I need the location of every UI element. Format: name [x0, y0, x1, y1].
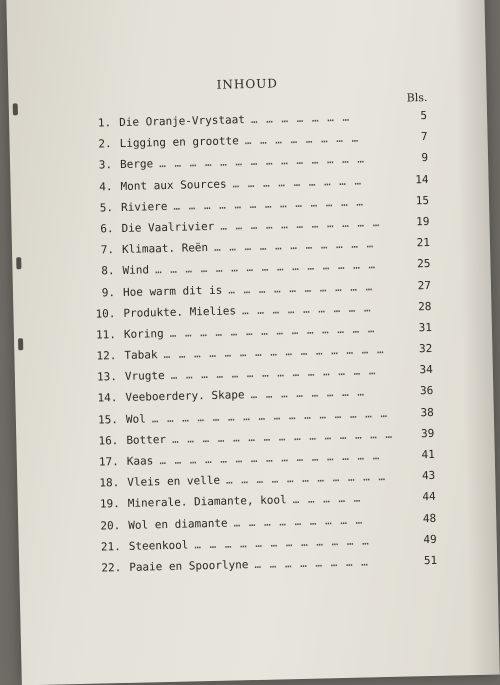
- entry-page-number: 28: [417, 299, 432, 313]
- entry-number: 8.: [101, 264, 115, 278]
- binding-mark: [13, 103, 18, 115]
- dot-leader: … … … … … … … … … … …: [225, 470, 387, 487]
- dot-leader: … … … … … … … … …: [232, 174, 363, 190]
- entry-number: 17.: [98, 455, 119, 469]
- entry-page-number: 41: [421, 447, 435, 462]
- entry-page-number: 48: [422, 511, 437, 525]
- entry-page-number: 39: [420, 426, 435, 441]
- dot-leader: … … … … … … … … … … … …: [194, 534, 370, 552]
- entry-page-number: 9: [421, 151, 429, 165]
- entry-number: 2.: [98, 137, 112, 151]
- entry-title: Mont aux Sources: [120, 177, 227, 193]
- dot-leader: … … … … … … … … … … … … … … …: [163, 343, 385, 362]
- dot-leader: … … … … … … … … …: [241, 300, 372, 317]
- entry-page-number: 14: [415, 172, 429, 186]
- entry-page-number: 21: [416, 236, 431, 250]
- entry-title: Wol: [125, 412, 146, 426]
- entry-number: 21.: [100, 539, 121, 554]
- entry-number: 18.: [99, 476, 120, 490]
- entry-title: Botter: [126, 432, 167, 447]
- entry-number: 5.: [99, 200, 114, 215]
- entry-title: Hoe warm dit is: [122, 283, 223, 299]
- entry-number: 16.: [98, 433, 119, 448]
- entry-number: 22.: [101, 560, 122, 575]
- dot-leader: … … … … … … …: [250, 110, 351, 126]
- entry-number: 6.: [100, 222, 114, 236]
- entry-number: 3.: [98, 158, 113, 172]
- binding-mark: [16, 257, 21, 269]
- dot-leader: … … … … … … … …: [244, 131, 360, 148]
- entry-page-number: 32: [418, 341, 433, 356]
- page-column-label: Bls.: [406, 90, 428, 105]
- entry-number: 12.: [96, 349, 117, 363]
- book-page: [6, 0, 500, 685]
- entry-title: Berge: [119, 157, 154, 172]
- table-of-contents: [81, 105, 437, 579]
- entry-title: Minerale. Diamante, kool: [127, 493, 287, 511]
- entry-title: Klimaat. Reën: [121, 241, 209, 257]
- binding-mark: [18, 338, 23, 350]
- entry-page-number: 38: [420, 405, 434, 419]
- entry-title: Tabak: [124, 348, 158, 362]
- entry-page-number: 31: [418, 320, 433, 335]
- entry-page-number: 43: [421, 469, 436, 483]
- entry-page-number: 15: [415, 193, 430, 208]
- dot-leader: … … … … … … … …: [250, 385, 366, 402]
- entry-title: Vleis en velle: [127, 473, 221, 490]
- entry-number: 9.: [101, 285, 116, 299]
- entry-number: 1.: [97, 116, 112, 130]
- entry-page-number: 27: [417, 278, 432, 292]
- entry-title: Die Vaalrivier: [121, 219, 215, 235]
- dot-leader: … … … … … … … … … … … … …: [173, 195, 365, 213]
- entry-page-number: 5: [420, 108, 428, 123]
- entry-page-number: 51: [423, 553, 438, 568]
- entry-page-number: 36: [419, 384, 434, 398]
- entry-page-number: 44: [422, 490, 436, 504]
- entry-title: Paaie en Spoorlyne: [129, 558, 249, 574]
- entry-title: Wol en diamante: [128, 516, 228, 532]
- contents-heading: INHOUD: [216, 76, 279, 92]
- entry-title: Die Oranje-Vrystaat: [118, 113, 246, 129]
- dot-leader: … … … … … … … … … … … … … …: [170, 364, 377, 383]
- entry-number: 15.: [97, 412, 119, 427]
- entry-title: Steenkool: [128, 538, 189, 553]
- dot-leader: … … … … … … … … … … … … … … …: [159, 449, 381, 468]
- entry-number: 13.: [96, 370, 118, 384]
- entry-number: 20.: [100, 518, 121, 533]
- entry-title: Produkte. Mielies: [123, 304, 237, 320]
- entry-title: Kaas: [126, 454, 154, 468]
- entry-number: 10.: [95, 306, 116, 321]
- dot-leader: … … … … … … … … … … … … … … …: [154, 258, 377, 277]
- dot-leader: … … … … … … … …: [254, 555, 369, 571]
- dot-leader: … … … … … … … … … … … … … …: [159, 152, 366, 171]
- dot-leader: … … … … … … … … … … … … … … … …: [151, 406, 389, 425]
- dot-leader: … … … … … … … … … …: [228, 279, 374, 297]
- entry-title: Veeboerdery. Skape: [125, 388, 245, 405]
- entry-page-number: 25: [417, 257, 431, 271]
- page-edge-shadow: [454, 0, 500, 675]
- entry-title: Wind: [122, 263, 150, 278]
- dot-leader: … … … … … … … … … … …: [220, 216, 381, 233]
- dot-leader: … … … … … … … … …: [233, 513, 364, 530]
- dot-leader: … … … … … … … … … … … … … …: [169, 322, 376, 340]
- dot-leader: … … … … … … … … … … …: [213, 237, 375, 254]
- entry-title: Riviere: [120, 199, 168, 214]
- entry-page-number: 7: [420, 130, 428, 144]
- dot-leader: … … … … …: [292, 491, 362, 507]
- entry-number: 4.: [99, 179, 113, 194]
- entry-page-number: 19: [416, 214, 430, 229]
- entry-number: 7.: [100, 243, 115, 257]
- entry-page-number: 34: [419, 363, 433, 377]
- entry-title: Koring: [123, 326, 164, 341]
- entry-page-number: 49: [423, 532, 437, 546]
- entry-number: 19.: [99, 497, 120, 511]
- entry-number: 11.: [95, 327, 117, 342]
- entry-number: 14.: [97, 391, 118, 405]
- entry-title: Vrugte: [124, 369, 165, 384]
- entry-title: Ligging en grootte: [119, 134, 239, 151]
- dot-leader: … … … … … … … … … … … … … … …: [171, 427, 394, 446]
